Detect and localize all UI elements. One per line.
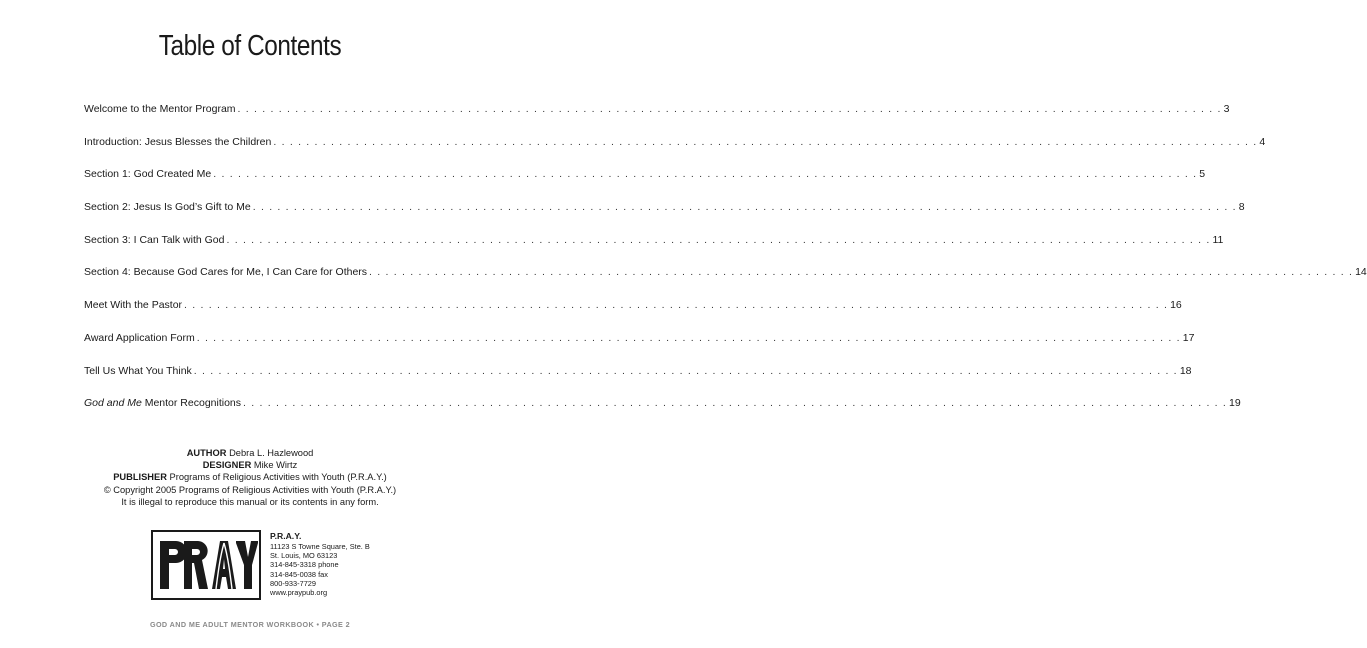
toc-entry[interactable] bbox=[84, 397, 1241, 430]
toc-entry-title bbox=[84, 266, 367, 278]
toc-dot-leader: . . . . . . . . . . . . . . . . . . . . . . . . . . . . . . . . . . . . . . . . . . . . . . . . . . . . . . . . . . . . . . . . . . . . . . . . . . . . . . . . . . . . . . . . . . . . . . . . . . . . . . . . . . . . . . . . . . . . . . . . bbox=[196, 331, 1181, 344]
pray-logo-mark bbox=[154, 533, 258, 597]
toc-entry-title bbox=[84, 365, 192, 377]
author-label: AUTHOR bbox=[186, 448, 227, 458]
toc-dot-leader: . . . . . . . . . . . . . . . . . . . . . . . . . . . . . . . . . . . . . . . . . . . . . . . . . . . . . . . . . . . . . . . . . . . . . . . . . . . . . . . . . . . . . . . . . . . . . . . . . . . . . . . . . . . . . . . . . . . . . . . . bbox=[369, 266, 1354, 279]
publisher-line bbox=[0, 471, 500, 483]
toc-entry-page-number: 4 bbox=[1259, 135, 1266, 148]
toc-entry-title bbox=[84, 332, 195, 344]
toc-dot-leader: . . . . . . . . . . . . . . . . . . . . . . . . . . . . . . . . . . . . . . . . . . . . . . . . . . . . . . . . . . . . . . . . . . . . . . . . . . . . . . . . . . . . . . . . . . . . . . . . . . . . . . . . . . . . . . . . . . . . . . . . bbox=[243, 397, 1228, 410]
address-org: P.R.A.Y. bbox=[270, 531, 302, 541]
toc-entry-title bbox=[84, 103, 236, 115]
toc-entry[interactable] bbox=[84, 364, 1192, 398]
toc-entry-page-number: 11 bbox=[1212, 233, 1224, 246]
toc-entry-title bbox=[84, 168, 211, 180]
toc-entry[interactable] bbox=[84, 266, 1367, 299]
toc-entry-title bbox=[84, 397, 241, 409]
page-title: Table of Contents bbox=[158, 30, 342, 62]
toc-entry[interactable] bbox=[84, 331, 1195, 365]
toc-entry-title-text: Tell Us What You Think bbox=[84, 364, 192, 377]
toc-entry[interactable] bbox=[84, 233, 1224, 267]
toc-entry-title bbox=[84, 201, 251, 213]
publisher-address bbox=[270, 531, 370, 597]
toc-entry-title bbox=[84, 136, 271, 148]
toc-dot-leader: . . . . . . . . . . . . . . . . . . . . . . . . . . . . . . . . . . . . . . . . . . . . . . . . . . . . . . . . . . . . . . . . . . . . . . . . . . . . . . . . . . . . . . . . . . . . . . . . . . . . . . . . . . . . . . . . . . . . . . . . bbox=[237, 103, 1222, 115]
toc-dot-leader: . . . . . . . . . . . . . . . . . . . . . . . . . . . . . . . . . . . . . . . . . . . . . . . . . . . . . . . . . . . . . . . . . . . . . . . . . . . . . . . . . . . . . . . . . . . . . . . . . . . . . . . . . . . . . . . . . . . . . . . . bbox=[226, 233, 1211, 246]
address-phone: 314-845-3318 phone bbox=[270, 560, 339, 570]
toc-entry-title-text: Meet With the Pastor bbox=[84, 299, 183, 312]
author-name: Debra L. Hazlewood bbox=[229, 448, 314, 458]
toc-entry-title-text: Award Application Form bbox=[84, 331, 195, 344]
publisher-name: Programs of Religious Activities with Youth (P.R.A.Y.) bbox=[169, 472, 387, 483]
toc-entry[interactable] bbox=[84, 201, 1245, 234]
toc-dot-leader: . . . . . . . . . . . . . . . . . . . . . . . . . . . . . . . . . . . . . . . . . . . . . . . . . . . . . . . . . . . . . . . . . . . . . . . . . . . . . . . . . . . . . . . . . . . . . . . . . . . . . . . . . . . . . . . . . . . . . . . . bbox=[273, 135, 1258, 148]
toc-entry-page-number: 14 bbox=[1355, 266, 1367, 279]
publisher-label: PUBLISHER bbox=[113, 472, 167, 483]
toc-entry-title-text: Introduction: Jesus Blesses the Children bbox=[84, 135, 272, 148]
address-web[interactable]: www.praypub.org bbox=[270, 588, 328, 598]
toc-entry-page-number: 16 bbox=[1170, 299, 1182, 312]
toc-entry-title-rest: Mentor Recognitions bbox=[141, 397, 242, 410]
toc-entry-page-number: 19 bbox=[1229, 397, 1241, 410]
toc-entry[interactable] bbox=[84, 135, 1266, 169]
toc-entry-title-text: Section 4: Because God Cares for Me, I Can Care for Others bbox=[84, 266, 368, 279]
reproduction-notice: It is illegal to reproduce this manual or its contents in any form. bbox=[121, 496, 379, 507]
toc-entry-page-number: 18 bbox=[1179, 364, 1192, 377]
toc-entry[interactable] bbox=[84, 103, 1230, 136]
address-tollfree: 800-933-7729 bbox=[270, 578, 317, 588]
address-fax: 314-845-0038 fax bbox=[270, 569, 328, 579]
designer-label: DESIGNER bbox=[202, 460, 252, 471]
address-city: St. Louis, MO 63123 bbox=[270, 551, 338, 561]
toc-dot-leader: . . . . . . . . . . . . . . . . . . . . . . . . . . . . . . . . . . . . . . . . . . . . . . . . . . . . . . . . . . . . . . . . . . . . . . . . . . . . . . . . . . . . . . . . . . . . . . . . . . . . . . . . . . . . . . . . . . . . . . . . bbox=[193, 364, 1178, 377]
toc-entry-title-text: Section 3: I Can Talk with God bbox=[84, 233, 225, 246]
toc-entry-title-text: Section 2: Jesus Is God’s Gift to Me bbox=[84, 201, 251, 214]
toc-dot-leader: . . . . . . . . . . . . . . . . . . . . . . . . . . . . . . . . . . . . . . . . . . . . . . . . . . . . . . . . . . . . . . . . . . . . . . . . . . . . . . . . . . . . . . . . . . . . . . . . . . . . . . . . . . . . . . . . . . . . . . . . bbox=[184, 299, 1169, 312]
table-of-contents bbox=[84, 103, 1367, 430]
toc-entry-page-number: 5 bbox=[1199, 168, 1206, 181]
toc-entry-page-number: 8 bbox=[1238, 201, 1245, 214]
designer-name: Mike Wirtz bbox=[253, 460, 298, 471]
toc-entry[interactable] bbox=[84, 299, 1182, 332]
toc-entry-title-italic: God and Me bbox=[84, 397, 142, 410]
author-line bbox=[0, 447, 500, 459]
toc-entry-page-number: 17 bbox=[1182, 331, 1195, 344]
toc-entry-page-number: 3 bbox=[1223, 103, 1230, 115]
toc-entry[interactable] bbox=[84, 168, 1206, 201]
credits-block bbox=[0, 447, 500, 508]
pray-logo bbox=[151, 530, 261, 600]
toc-dot-leader: . . . . . . . . . . . . . . . . . . . . . . . . . . . . . . . . . . . . . . . . . . . . . . . . . . . . . . . . . . . . . . . . . . . . . . . . . . . . . . . . . . . . . . . . . . . . . . . . . . . . . . . . . . . . . . . . . . . . . . . . bbox=[213, 168, 1198, 181]
toc-entry-title-text: Section 1: God Created Me bbox=[84, 168, 212, 181]
page-footer: GOD AND ME ADULT MENTOR WORKBOOK • PAGE 2 bbox=[149, 620, 351, 629]
copyright-line: © Copyright 2005 Programs of Religious Activities with Youth (P.R.A.Y.) bbox=[103, 484, 397, 495]
toc-dot-leader: . . . . . . . . . . . . . . . . . . . . . . . . . . . . . . . . . . . . . . . . . . . . . . . . . . . . . . . . . . . . . . . . . . . . . . . . . . . . . . . . . . . . . . . . . . . . . . . . . . . . . . . . . . . . . . . . . . . . . . . . bbox=[252, 201, 1237, 214]
address-street: 11123 S Towne Square, Ste. B bbox=[270, 542, 370, 551]
designer-line bbox=[0, 459, 500, 471]
toc-entry-title bbox=[84, 299, 182, 311]
toc-entry-title-text: Welcome to the Mentor Program bbox=[84, 103, 236, 115]
toc-entry-title bbox=[84, 234, 224, 246]
